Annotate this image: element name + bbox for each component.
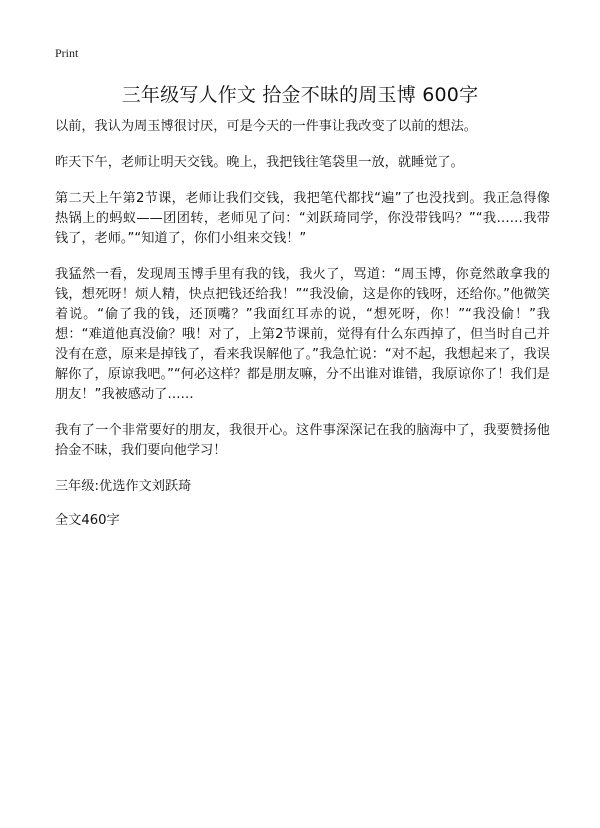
article-body [55,117,550,531]
word-count: 全文460字 [55,513,120,528]
paragraph-discovery: 我猛然一看，发现周玉博手里有我的钱，我火了，骂道：“周玉博，你竟然敢拿我的钱，想死呀！烦人精，快点把钱还给我！”“我没偷，这是你的钱呀，还给你。”他微笑着说。“偷了我的钱，还顶嘴？”我面红耳赤的说，“想死呀，你！”“我没偷！”我想：“难道他真没偷？哦！对了，上第2节课前，觉得有什么东西掉了，但当时自己并没有在意，原来是掉钱了，看来我误解他了。”我急忙说：“对不起，我想起来了，我误解你了，原谅我吧。”“何必这样？都是朋友嘛，分不出谁对谁错，我原谅你了！我们是朋友！”我被感动了…… [55,267,550,402]
print-link[interactable]: Print [55,46,79,60]
paragraph-yesterday: 昨天下午，老师让明天交钱。晚上，我把钱往笔袋里一放，就睡觉了。 [55,155,464,170]
author-line: 三年级:优选作文刘跃琦 [55,479,192,494]
paragraph-conclusion: 我有了一个非常要好的朋友，我很开心。这件事深深记在我的脑海中了，我要赞扬他拾金不昧，我们要向他学习！ [55,423,550,458]
paragraph-next-day: 第二天上午第2节课，老师让我们交钱，我把笔代都找“遍”了也没找到。我正急得像热锅上的蚂蚁——团团转，老师见了问：“刘跃琦同学，你没带钱吗？”“我……我带钱了，老师。”“知道了，你们小组来交钱！” [55,191,550,246]
paragraph-intro: 以前，我认为周玉博很讨厌，可是今天的一件事让我改变了以前的想法。 [55,119,477,134]
page-title: 三年级写人作文 拾金不昧的周玉博 600字 [121,84,479,106]
